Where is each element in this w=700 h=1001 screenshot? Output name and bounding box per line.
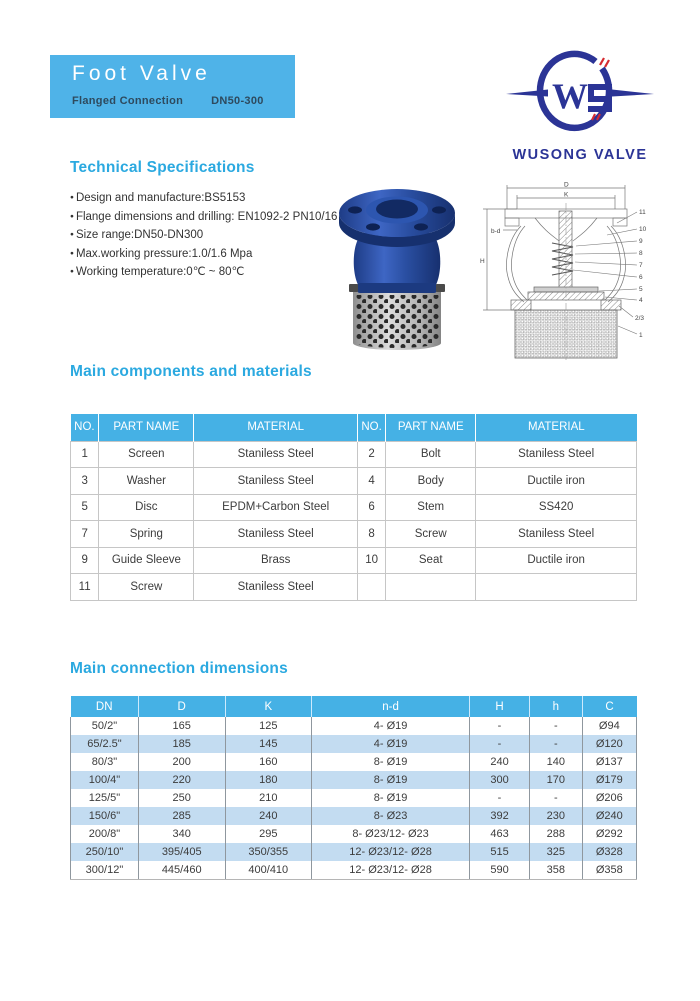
table-row	[71, 735, 637, 753]
table-row	[71, 717, 637, 735]
table-cell	[476, 574, 637, 601]
table-cell: 392	[470, 807, 530, 825]
table-cell: 3	[71, 468, 99, 495]
table-cell: 8- Ø23	[312, 807, 470, 825]
part-label: 8	[639, 250, 643, 257]
table-cell: 350/355	[225, 843, 312, 861]
table-cell: -	[530, 717, 583, 735]
table-cell: Ø179	[582, 771, 636, 789]
table-row	[71, 753, 637, 771]
table-cell: 7	[71, 521, 99, 548]
table-cell: Disc	[99, 494, 194, 521]
table-cell: 400/410	[225, 861, 312, 879]
table-cell: Spring	[99, 521, 194, 548]
column-header: K	[225, 696, 312, 717]
table-cell: -	[470, 735, 530, 753]
connection-type-label: Flanged Connection	[72, 95, 184, 107]
table-cell: 8	[357, 521, 385, 548]
table-cell: Guide Sleeve	[99, 547, 194, 574]
dim-label-D: D	[564, 181, 569, 189]
product-photo	[333, 183, 461, 353]
dimensions-header-row	[71, 696, 637, 717]
column-header: NO.	[71, 414, 99, 441]
part-label: 7	[639, 262, 643, 269]
svg-text:W: W	[552, 76, 588, 116]
table-cell: 325	[530, 843, 583, 861]
table-cell: Ø358	[582, 861, 636, 879]
table-cell: Brass	[194, 547, 358, 574]
table-row	[71, 441, 637, 468]
table-cell: Ø240	[582, 807, 636, 825]
table-cell: 220	[138, 771, 225, 789]
table-cell: -	[470, 717, 530, 735]
table-cell: 230	[530, 807, 583, 825]
section-heading-dimensions: Main connection dimensions	[70, 660, 288, 677]
table-row	[71, 861, 637, 879]
table-cell: Staniless Steel	[194, 468, 358, 495]
table-cell: EPDM+Carbon Steel	[194, 494, 358, 521]
table-cell: Seat	[386, 547, 476, 574]
spec-bullet: ● Design and manufacture:BS5153	[70, 189, 337, 208]
column-header: h	[530, 696, 583, 717]
table-cell: 2	[357, 441, 385, 468]
table-cell: Stem	[386, 494, 476, 521]
table-row	[71, 521, 637, 548]
table-cell: 170	[530, 771, 583, 789]
column-header: PART NAME	[99, 414, 194, 441]
section-heading-specs: Technical Specifications	[70, 159, 255, 176]
table-cell: Ø94	[582, 717, 636, 735]
table-cell: 12- Ø23/12- Ø28	[312, 861, 470, 879]
table-cell	[357, 574, 385, 601]
table-cell: 250/10"	[71, 843, 139, 861]
column-header: DN	[71, 696, 139, 717]
table-cell: 300/12"	[71, 861, 139, 879]
table-cell: 165	[138, 717, 225, 735]
table-cell: Screw	[99, 574, 194, 601]
table-row	[71, 494, 637, 521]
technical-drawing	[477, 181, 655, 363]
table-cell: 125/5"	[71, 789, 139, 807]
table-row	[71, 574, 637, 601]
table-cell: 185	[138, 735, 225, 753]
table-cell: 515	[470, 843, 530, 861]
table-cell: Staniless Steel	[476, 521, 637, 548]
dim-label-bd: b-d	[491, 228, 501, 235]
part-label: 4	[639, 297, 643, 304]
logo-mark-icon	[500, 48, 660, 140]
table-cell: 150/6"	[71, 807, 139, 825]
table-cell: 180	[225, 771, 312, 789]
table-cell: 1	[71, 441, 99, 468]
company-name: WUSONG VALVE	[512, 147, 648, 163]
spec-bullet-list	[70, 189, 337, 282]
table-cell: 200	[138, 753, 225, 771]
table-cell: 358	[530, 861, 583, 879]
table-cell: Staniless Steel	[194, 521, 358, 548]
table-cell: Ø328	[582, 843, 636, 861]
table-cell: 463	[470, 825, 530, 843]
table-cell: 4- Ø19	[312, 735, 470, 753]
column-header: NO.	[357, 414, 385, 441]
dim-label-H: H	[480, 258, 485, 265]
table-cell: 288	[530, 825, 583, 843]
column-header: D	[138, 696, 225, 717]
dimensions-table	[70, 696, 637, 880]
table-cell: Ø120	[582, 735, 636, 753]
column-header: H	[470, 696, 530, 717]
table-row	[71, 807, 637, 825]
table-row	[71, 468, 637, 495]
column-header: MATERIAL	[194, 414, 358, 441]
table-cell: Bolt	[386, 441, 476, 468]
table-cell: 11	[71, 574, 99, 601]
table-cell: 4- Ø19	[312, 717, 470, 735]
components-table	[70, 414, 637, 601]
table-cell: 6	[357, 494, 385, 521]
table-cell: 8- Ø19	[312, 789, 470, 807]
table-cell: 250	[138, 789, 225, 807]
column-header: MATERIAL	[476, 414, 637, 441]
table-cell: -	[530, 735, 583, 753]
spec-bullet: ● Max.working pressure:1.0/1.6 Mpa	[70, 245, 337, 264]
column-header: n-d	[312, 696, 470, 717]
table-row	[71, 547, 637, 574]
table-cell: Ductile iron	[476, 547, 637, 574]
table-cell: 8- Ø23/12- Ø23	[312, 825, 470, 843]
table-cell: 395/405	[138, 843, 225, 861]
column-header: C	[582, 696, 636, 717]
table-cell: 12- Ø23/12- Ø28	[312, 843, 470, 861]
components-header-row	[71, 414, 637, 441]
table-cell: Screen	[99, 441, 194, 468]
table-cell: 590	[470, 861, 530, 879]
part-label: 11	[639, 209, 646, 216]
section-heading-components: Main components and materials	[70, 363, 312, 380]
part-label: 5	[639, 286, 643, 293]
table-cell: Ductile iron	[476, 468, 637, 495]
table-cell: 240	[470, 753, 530, 771]
table-cell: Ø206	[582, 789, 636, 807]
table-cell: Staniless Steel	[194, 441, 358, 468]
table-cell: Ø292	[582, 825, 636, 843]
table-cell: 50/2"	[71, 717, 139, 735]
table-cell: 8- Ø19	[312, 753, 470, 771]
size-range-label: DN50-300	[211, 95, 264, 107]
table-cell: -	[470, 789, 530, 807]
table-cell: 240	[225, 807, 312, 825]
table-cell: 200/8"	[71, 825, 139, 843]
table-cell: SS420	[476, 494, 637, 521]
spec-bullet: ● Flange dimensions and drilling: EN1092-2 PN10/16	[70, 208, 337, 227]
table-cell: 100/4"	[71, 771, 139, 789]
table-cell: 295	[225, 825, 312, 843]
table-cell: Staniless Steel	[476, 441, 637, 468]
table-cell: 8- Ø19	[312, 771, 470, 789]
table-row	[71, 825, 637, 843]
table-row	[71, 843, 637, 861]
table-cell: 210	[225, 789, 312, 807]
part-label: 1	[639, 332, 643, 339]
spec-bullet: ● Working temperature:0℃ ~ 80℃	[70, 263, 337, 282]
table-row	[71, 789, 637, 807]
table-cell: 4	[357, 468, 385, 495]
table-cell: 445/460	[138, 861, 225, 879]
dim-label-K: K	[564, 191, 569, 199]
table-cell: Staniless Steel	[194, 574, 358, 601]
table-cell: 340	[138, 825, 225, 843]
table-cell: 125	[225, 717, 312, 735]
title-banner	[50, 55, 295, 118]
table-cell: Ø137	[582, 753, 636, 771]
spec-bullet: ● Size range:DN50-DN300	[70, 226, 337, 245]
table-cell: 80/3"	[71, 753, 139, 771]
table-cell: 285	[138, 807, 225, 825]
column-header: PART NAME	[386, 414, 476, 441]
table-cell: 10	[357, 547, 385, 574]
part-label: 6	[639, 274, 643, 281]
company-logo	[500, 48, 660, 163]
table-row	[71, 771, 637, 789]
table-cell: 65/2.5"	[71, 735, 139, 753]
table-cell: 160	[225, 753, 312, 771]
table-cell: -	[530, 789, 583, 807]
table-cell: 145	[225, 735, 312, 753]
table-cell: Screw	[386, 521, 476, 548]
table-cell: 140	[530, 753, 583, 771]
page-title: Foot Valve	[72, 62, 211, 85]
table-cell: 5	[71, 494, 99, 521]
table-cell: Body	[386, 468, 476, 495]
table-cell: Washer	[99, 468, 194, 495]
table-cell: 300	[470, 771, 530, 789]
table-cell	[386, 574, 476, 601]
table-cell: 9	[71, 547, 99, 574]
part-label: 10	[639, 226, 647, 233]
part-label: 9	[639, 238, 643, 245]
part-label: 2/3	[635, 315, 645, 322]
